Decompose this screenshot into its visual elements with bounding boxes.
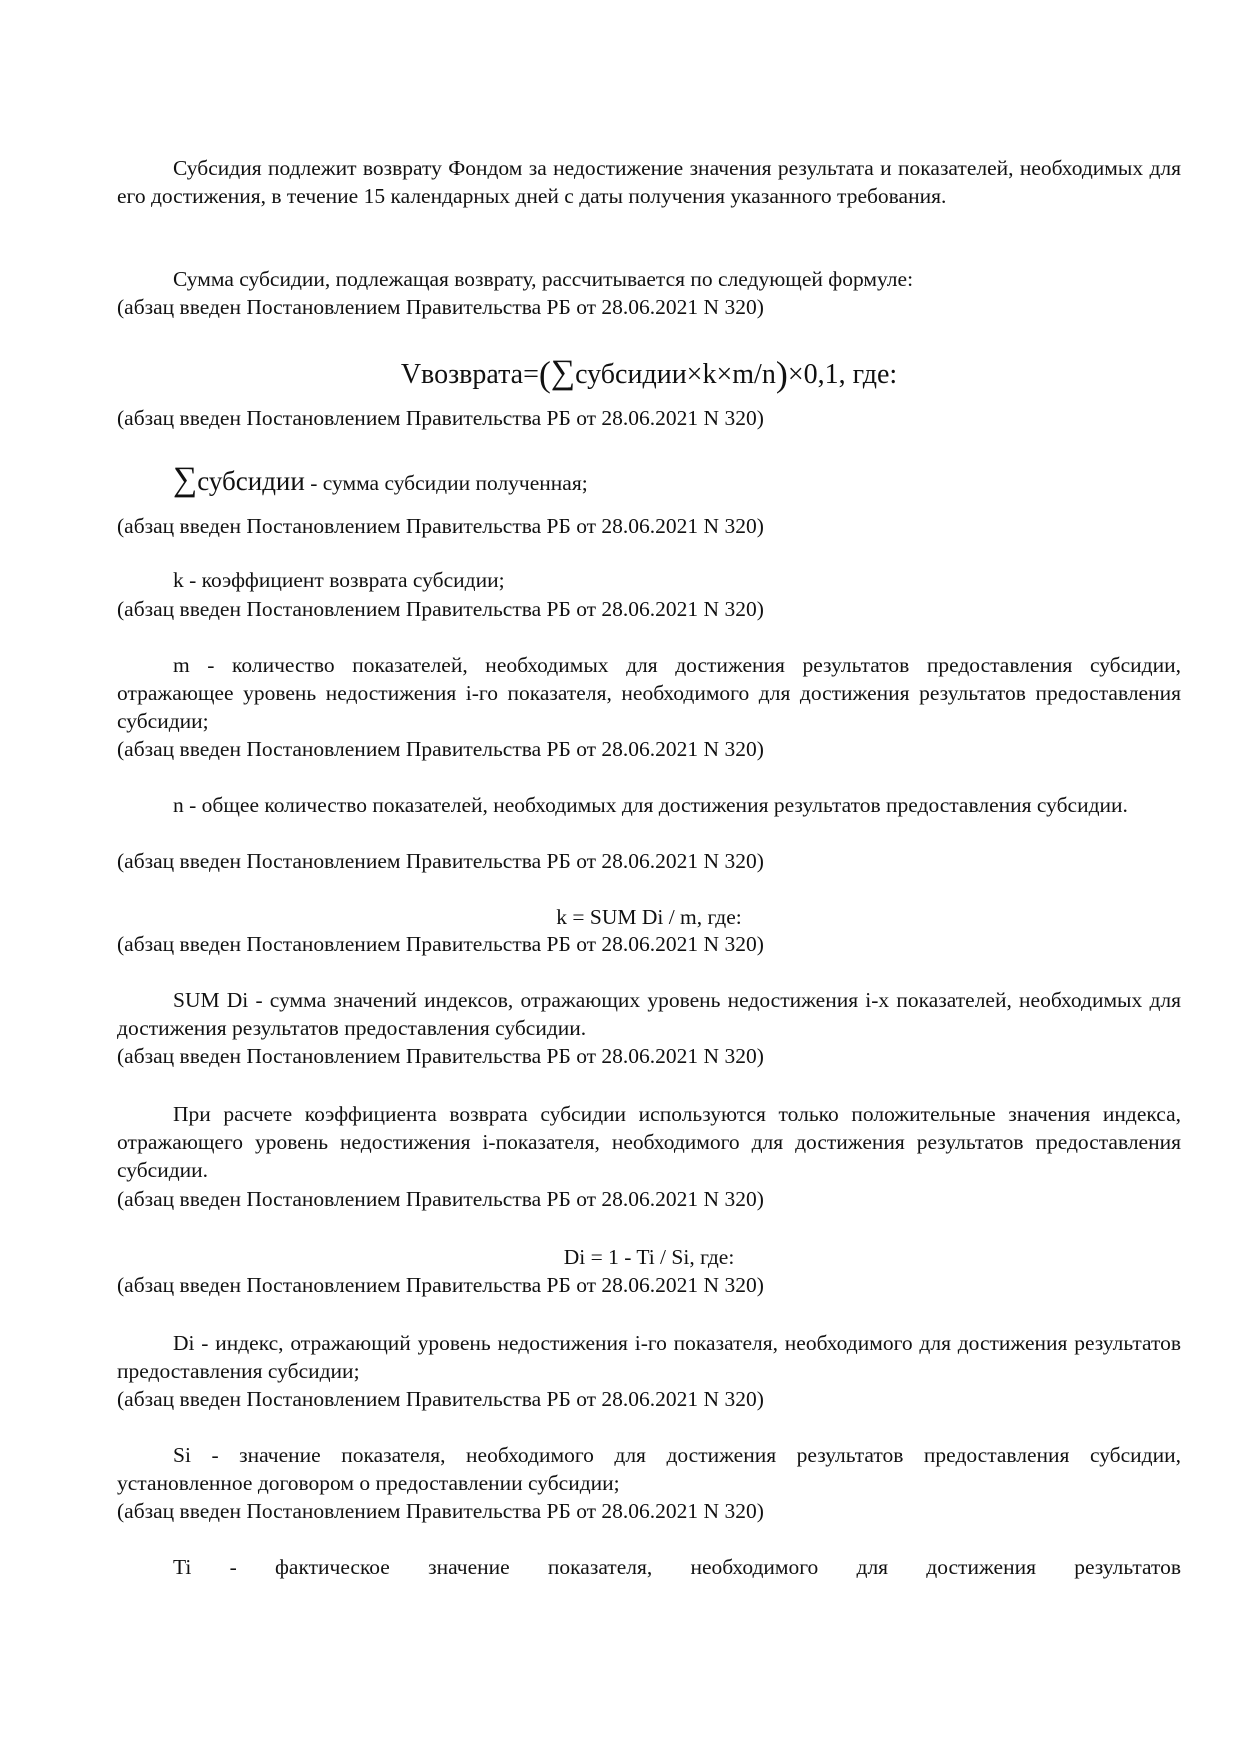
sigma-symbol: ∑ [550, 354, 576, 391]
sum-label: субсидии [197, 466, 305, 496]
k-formula: k = SUM Di / m, где: [556, 905, 742, 929]
amendment-note: (абзац введен Постановлением Правительства РБ от 28.06.2021 N 320) [117, 514, 764, 538]
amendment-note: (абзац введен Постановлением Правительства РБ от 28.06.2021 N 320) [117, 295, 764, 319]
formula-part: ×0,1, где: [787, 359, 898, 390]
di-formula: Di = 1 - Ti / Si, где: [563, 1245, 735, 1269]
amendment-note: (абзац введен Постановлением Правительства РБ от 28.06.2021 N 320) [117, 597, 764, 621]
di-definition: Di - индекс, отражающий уровень недостижения i-го показателя, необходимого для достижения результатов предоставления субсидии; [117, 1331, 1181, 1383]
sum-desc: - сумма субсидии полученная; [304, 471, 588, 495]
amendment-note: (абзац введен Постановлением Правительства РБ от 28.06.2021 N 320) [117, 1499, 764, 1523]
amendment-note: (абзац введен Постановлением Правительства РБ от 28.06.2021 N 320) [117, 737, 764, 761]
formula-part: Vвозврата= [400, 359, 539, 390]
amendment-note: (абзац введен Постановлением Правительства РБ от 28.06.2021 N 320) [117, 1187, 764, 1211]
amendment-note: (абзац введен Постановлением Правительства РБ от 28.06.2021 N 320) [117, 849, 764, 873]
calc-paragraph: При расчете коэффициента возврата субсидии используются только положительные значения индекса, отражающего уровень недостижения i-показателя, необходимого для достижения результатов предоставления субсидии. [117, 1102, 1181, 1182]
paren: ) [775, 354, 788, 394]
formula-part: субсидии×k×m/n [575, 359, 776, 390]
ti-definition: Ti - фактическое значение показателя, необходимого для достижения результатов [173, 1555, 1181, 1579]
n-definition: n - общее количество показателей, необходимых для достижения результатов предоставления субсидии. [173, 793, 1128, 817]
si-definition: Si - значение показателя, необходимого для достижения результатов предоставления субсидии, установленное договором о предоставлении субсидии; [117, 1443, 1181, 1495]
amendment-note: (абзац введен Постановлением Правительства РБ от 28.06.2021 N 320) [117, 406, 764, 430]
sum-di-definition: SUM Di - сумма значений индексов, отражающих уровень недостижения i-х показателей, необходимых для достижения результатов предоставления субсидии. [117, 988, 1181, 1040]
paren: ( [538, 354, 551, 394]
m-definition: m - количество показателей, необходимых для достижения результатов предоставления субсидии, отражающее уровень недостижения i-го показателя, необходимого для достижения результатов предоставления субсидии; [117, 653, 1181, 733]
sigma-symbol: ∑ [173, 461, 198, 498]
amendment-note: (абзац введен Постановлением Правительства РБ от 28.06.2021 N 320) [117, 1273, 764, 1297]
amendment-note: (абзац введен Постановлением Правительства РБ от 28.06.2021 N 320) [117, 1044, 764, 1068]
paragraph-return: Субсидия подлежит возврату Фондом за недостижение значения результата и показателей, необходимых для его достижения, в течение 15 календарных дней с даты получения указанного требования. [117, 156, 1181, 208]
formula-v-return [117, 356, 1181, 392]
amendment-note: (абзац введен Постановлением Правительства РБ от 28.06.2021 N 320) [117, 932, 764, 956]
k-definition: k - коэффициент возврата субсидии; [173, 568, 505, 592]
sum-definition [117, 461, 1181, 498]
paragraph-sum-formula-intro: Сумма субсидии, подлежащая возврату, рассчитывается по следующей формуле: [173, 267, 914, 291]
amendment-note: (абзац введен Постановлением Правительства РБ от 28.06.2021 N 320) [117, 1387, 764, 1411]
